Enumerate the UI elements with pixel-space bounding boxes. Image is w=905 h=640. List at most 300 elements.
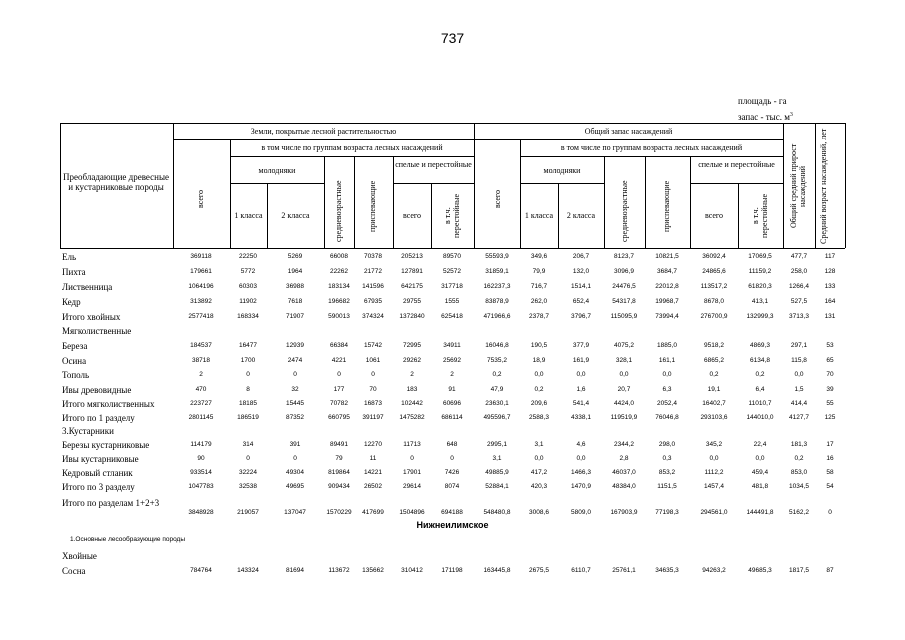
table-cell: 17901 (402, 469, 422, 476)
table-cell: 21772 (363, 268, 383, 275)
table-cell: 16477 (238, 342, 258, 349)
table-cell: 49885,9 (485, 469, 509, 476)
table-cell: 1475282 (399, 414, 425, 421)
table-cell: 132,0 (572, 268, 590, 275)
table-cell: 3848928 (188, 509, 214, 516)
table-cell: 5772 (240, 268, 256, 275)
table-cell: 0,3 (662, 455, 672, 462)
table-cell: 29262 (402, 357, 422, 364)
table-cell: 345,2 (705, 441, 723, 448)
table-cell: 49695 (285, 483, 305, 490)
stock-unit-note: запас - тыс. $м^3$ (738, 112, 793, 122)
table-cell: 48384,0 (612, 483, 636, 490)
table-row (0, 265, 905, 279)
table-cell: 135662 (362, 567, 384, 574)
table-cell: 391197 (362, 414, 384, 421)
table-cell: 66384 (329, 342, 349, 349)
lands-age-groups-header: в том числе по группам возраста лесных насаждений (261, 143, 443, 152)
table-cell: 73994,4 (655, 313, 679, 320)
stock-mature-header: спелые и перестойные (698, 160, 775, 169)
table-cell: 0 (337, 371, 341, 378)
table-cell: 19968,7 (655, 298, 679, 305)
table-cell: 4,6 (576, 441, 586, 448)
table-cell: 183134 (328, 283, 350, 290)
row-label: Сосна (62, 566, 86, 576)
table-cell: 58 (826, 469, 834, 476)
table-cell: 65 (826, 357, 834, 364)
table-cell: 113517,2 (700, 283, 728, 290)
table-cell: 16402,7 (702, 400, 726, 407)
table-cell: 471966,6 (483, 313, 511, 320)
table-cell: 7535,2 (487, 357, 507, 364)
area-unit-note: площадь - га (738, 96, 787, 106)
table-cell: 70782 (329, 400, 349, 407)
table-cell: 819864 (328, 469, 350, 476)
table-cell: 219057 (237, 509, 259, 516)
table-cell: 648 (446, 441, 458, 448)
table-cell: 0 (293, 455, 297, 462)
table-cell: 55593,9 (485, 253, 509, 260)
table-cell: 90 (197, 455, 205, 462)
table-cell: 6,3 (662, 386, 672, 393)
table-cell: 3008,6 (529, 509, 549, 516)
table-cell: 276700,9 (700, 313, 728, 320)
table-cell: 625418 (441, 313, 463, 320)
table-cell: 293103,6 (700, 414, 728, 421)
table-cell: 117 (824, 253, 836, 260)
table-cell: 49685,3 (748, 567, 772, 574)
section-title: Нижнеилимское (416, 520, 489, 530)
page-number: 737 (440, 30, 465, 46)
table-cell: 1061 (365, 357, 381, 364)
table-cell: 168334 (237, 313, 259, 320)
row-label: Итого по 1 разделу (62, 413, 135, 423)
table-cell: 2378,7 (529, 313, 549, 320)
table-cell: 54317,8 (612, 298, 636, 305)
table-cell: 171198 (441, 567, 463, 574)
table-cell: 183 (406, 386, 418, 393)
stock-total-header: всего (493, 189, 502, 208)
table-row (0, 424, 905, 438)
table-cell: 1570229 (326, 509, 352, 516)
table-cell: 11159,2 (748, 268, 772, 275)
table-cell: 0,2 (492, 371, 502, 378)
table-cell: 933514 (190, 469, 212, 476)
table-cell: 131 (824, 313, 836, 320)
table-cell: 196682 (328, 298, 350, 305)
table-cell: 6865,2 (704, 357, 724, 364)
table-cell: 590013 (328, 313, 350, 320)
row-label: Кедр (62, 297, 81, 307)
table-cell: 114179 (190, 441, 212, 448)
table-cell: 46037,0 (612, 469, 636, 476)
table-cell: 0,2 (534, 386, 544, 393)
table-cell: 143324 (237, 567, 259, 574)
table-cell: 459,4 (751, 469, 769, 476)
table-cell: 19,1 (707, 386, 721, 393)
table-cell: 8678,0 (704, 298, 724, 305)
table-cell: 3796,7 (571, 313, 591, 320)
table-row (0, 549, 905, 563)
row-label: Хвойные (62, 551, 97, 561)
table-cell: 26502 (363, 483, 383, 490)
table-cell: 853,0 (790, 469, 808, 476)
table-row (0, 397, 905, 411)
table-cell: 15742 (363, 342, 383, 349)
table-cell: 36988 (285, 283, 305, 290)
table-cell: 186519 (237, 414, 259, 421)
table-cell: 144010,0 (746, 414, 774, 421)
table-cell: 262,0 (530, 298, 548, 305)
table-cell: 0 (246, 371, 250, 378)
table-cell: 29614 (402, 483, 422, 490)
table-cell: 1817,5 (789, 567, 809, 574)
table-cell: 2588,3 (529, 414, 549, 421)
table-cell: 76046,8 (655, 414, 679, 421)
table-cell: 1266,4 (789, 283, 809, 290)
table-cell: 164 (824, 298, 836, 305)
species-column-header: Преобладающие древесные и кустарниковые породы (63, 172, 169, 192)
table-cell: 374324 (362, 313, 384, 320)
table-cell: 79 (335, 455, 343, 462)
table-cell: 0,2 (755, 371, 765, 378)
table-cell: 477,7 (790, 253, 808, 260)
table-cell: 853,2 (658, 469, 676, 476)
row-label: Береза (62, 341, 88, 351)
table-row (0, 452, 905, 466)
table-cell: 417699 (362, 509, 384, 516)
table-cell: 15445 (285, 400, 305, 407)
table-cell: 298,0 (658, 441, 676, 448)
table-cell: 60696 (442, 400, 462, 407)
stock-age-groups-header: в том числе по группам возраста лесных насаждений (560, 143, 743, 152)
table-cell: 205213 (401, 253, 423, 260)
table-cell: 349,6 (530, 253, 548, 260)
table-cell: 16 (826, 455, 834, 462)
table-cell: 167903,9 (610, 509, 638, 516)
table-cell: 22262 (329, 268, 349, 275)
table-cell: 22250 (238, 253, 258, 260)
table-cell: 527,5 (790, 298, 808, 305)
table-cell: 2474 (287, 357, 303, 364)
lands-class1-header: 1 класса (234, 211, 263, 220)
table-cell: 5269 (287, 253, 303, 260)
table-cell: 190,5 (530, 342, 548, 349)
table-cell: 81694 (285, 567, 305, 574)
table-row (0, 324, 905, 338)
table-cell: 414,4 (790, 400, 808, 407)
table-cell: 91 (448, 386, 456, 393)
table-cell: 0 (293, 371, 297, 378)
table-cell: 8 (246, 386, 250, 393)
table-cell: 47,9 (490, 386, 504, 393)
table-cell: 11713 (403, 441, 421, 448)
row-label: Ивы кустарниковые (62, 454, 139, 464)
table-cell: 209,6 (530, 400, 548, 407)
table-cell: 784764 (190, 567, 212, 574)
table-row (0, 280, 905, 294)
table-cell: 420,3 (530, 483, 548, 490)
table-row (0, 368, 905, 382)
table-cell: 7618 (287, 298, 303, 305)
table-row (0, 466, 905, 480)
table-cell: 52572 (442, 268, 462, 275)
table-cell: 294561,0 (700, 509, 728, 516)
table-cell: 481,8 (751, 483, 769, 490)
table-cell: 177 (333, 386, 345, 393)
table-cell: 9518,2 (704, 342, 724, 349)
table-cell: 8074 (444, 483, 460, 490)
table-cell: 3713,3 (789, 313, 809, 320)
table-cell: 11 (369, 455, 377, 462)
row-label: Итого по разделам 1+2+3 (62, 498, 160, 508)
row-label: Итого по 3 разделу (62, 482, 135, 492)
table-cell: 2344,2 (614, 441, 634, 448)
table-cell: 369118 (190, 253, 212, 260)
table-cell: 0 (450, 455, 454, 462)
table-cell: 60303 (238, 283, 258, 290)
table-cell: 10821,5 (655, 253, 679, 260)
lands-group-header: Земли, покрытые лесной растительностью (250, 127, 397, 136)
table-cell: 1,5 (794, 386, 804, 393)
row-label: Кедровый стланик (62, 468, 133, 478)
avg-age-header: Средний возраст насаждений, лет (819, 128, 828, 244)
table-cell: 49304 (285, 469, 305, 476)
table-cell: 1514,1 (571, 283, 591, 290)
table-cell: 161,9 (572, 357, 590, 364)
table-cell: 0,0 (576, 371, 586, 378)
table-cell: 2 (450, 371, 454, 378)
row-label: Осина (62, 356, 87, 366)
table-cell: 0,2 (794, 455, 804, 462)
table-cell: 1,6 (576, 386, 586, 393)
table-cell: 0,0 (534, 371, 544, 378)
table-cell: 2 (410, 371, 414, 378)
table-cell: 470 (195, 386, 207, 393)
table-cell: 4338,1 (571, 414, 591, 421)
table-cell: 4424,0 (614, 400, 634, 407)
stock-class2-header: 2 класса (566, 211, 596, 220)
table-cell: 72995 (402, 342, 422, 349)
table-cell: 16046,8 (485, 342, 509, 349)
table-cell: 29755 (402, 298, 422, 305)
table-cell: 1112,2 (704, 469, 724, 476)
lands-total-header: всего (196, 189, 205, 208)
table-cell: 6,4 (755, 386, 765, 393)
table-cell: 377,9 (572, 342, 590, 349)
table-cell: 4869,3 (750, 342, 770, 349)
table-cell: 2052,4 (657, 400, 677, 407)
table-row (0, 411, 905, 425)
table-cell: 660795 (328, 414, 350, 421)
table-cell: 25761,1 (612, 567, 636, 574)
table-cell: 18,9 (532, 357, 546, 364)
table-row (0, 480, 905, 494)
table-cell: 1964 (287, 268, 303, 275)
table-cell: 184537 (190, 342, 212, 349)
table-cell: 0 (828, 509, 832, 516)
table-cell: 328,1 (615, 357, 633, 364)
stock-maturing-header: приспевающие (662, 180, 671, 232)
table-cell: 17069,5 (748, 253, 772, 260)
table-row (0, 295, 905, 309)
table-cell: 1047783 (188, 483, 214, 490)
table-cell: 32224 (238, 469, 258, 476)
row-label: Лиственница (62, 282, 113, 292)
table-cell: 70 (826, 371, 834, 378)
table-cell: 652,4 (572, 298, 590, 305)
table-cell: 0 (371, 371, 375, 378)
table-cell: 53 (826, 342, 834, 349)
table-cell: 1372840 (399, 313, 425, 320)
table-cell: 128 (824, 268, 836, 275)
table-cell: 1466,3 (571, 469, 591, 476)
table-cell: 133 (824, 283, 836, 290)
table-cell: 11010,7 (748, 400, 772, 407)
table-cell: 310412 (401, 567, 423, 574)
table-cell: 163445,8 (483, 567, 511, 574)
table-cell: 16873 (363, 400, 383, 407)
table-cell: 2,8 (619, 455, 629, 462)
table-cell: 4127,7 (789, 414, 809, 421)
table-cell: 0,0 (534, 455, 544, 462)
row-label: Мягколиственные (62, 326, 132, 336)
table-cell: 3096,9 (614, 268, 634, 275)
table-cell: 102442 (401, 400, 423, 407)
lands-mature-header: спелые и перестойные (395, 160, 472, 169)
table-row (0, 310, 905, 324)
table-cell: 55 (826, 400, 834, 407)
table-cell: 716,7 (530, 283, 548, 290)
table-cell: 417,2 (530, 469, 548, 476)
table-cell: 413,1 (751, 298, 769, 305)
table-row (0, 438, 905, 452)
table-cell: 181,3 (790, 441, 808, 448)
table-cell: 70378 (363, 253, 383, 260)
table-cell: 3,1 (534, 441, 544, 448)
table-cell: 34911 (443, 342, 461, 349)
table-cell: 38718 (191, 357, 211, 364)
table-cell: 4221 (331, 357, 347, 364)
row-label: Пихта (62, 267, 86, 277)
stock-mature-total-header: всего (704, 211, 723, 220)
stock-overmature-header: в т.ч. перестойные (751, 194, 769, 239)
table-cell: 25692 (442, 357, 462, 364)
table-cell: 115095,9 (610, 313, 638, 320)
table-cell: 70 (369, 386, 377, 393)
table-row (0, 354, 905, 368)
table-cell: 2675,5 (529, 567, 549, 574)
stock-young-header: молодняки (543, 166, 581, 175)
table-cell: 909434 (328, 483, 350, 490)
table-cell: 32 (291, 386, 299, 393)
table-cell: 1151,5 (657, 483, 677, 490)
table-row (0, 383, 905, 397)
row-label: 3.Кустарники (62, 426, 114, 436)
table-cell: 0,0 (709, 455, 719, 462)
table-cell: 36092,4 (702, 253, 726, 260)
table-cell: 642175 (401, 283, 423, 290)
stock-group-header: Общий запас насаждений (584, 127, 673, 136)
row-label: Ель (62, 252, 77, 262)
table-cell: 18185 (238, 400, 258, 407)
table-cell: 0 (246, 455, 250, 462)
table-cell: 141596 (362, 283, 384, 290)
table-cell: 137047 (284, 509, 306, 516)
table-cell: 66008 (329, 253, 349, 260)
table-cell: 89491 (329, 441, 349, 448)
table-cell: 223727 (190, 400, 212, 407)
row-label: Итого хвойных (62, 312, 121, 322)
table-cell: 144491,8 (746, 509, 774, 516)
table-cell: 0,2 (709, 371, 719, 378)
lands-overmature-header: в т.ч. перестойные (443, 194, 461, 239)
table-cell: 6134,8 (750, 357, 770, 364)
table-cell: 7426 (444, 469, 460, 476)
table-cell: 54 (826, 483, 834, 490)
stock-middle-aged-header: средневозрастные (620, 180, 629, 242)
table-cell: 161,1 (658, 357, 676, 364)
table-cell: 119519,9 (610, 414, 638, 421)
avg-growth-header: Общий средний прирост насаждений (789, 143, 807, 229)
table-cell: 313892 (190, 298, 212, 305)
table-cell: 258,0 (790, 268, 808, 275)
table-cell: 23630,1 (485, 400, 509, 407)
table-cell: 0,0 (576, 455, 586, 462)
table-cell: 162237,3 (483, 283, 511, 290)
table-cell: 17 (826, 441, 834, 448)
table-cell: 1504896 (399, 509, 425, 516)
table-cell: 1034,5 (789, 483, 809, 490)
table-row (0, 339, 905, 353)
table-cell: 495596,7 (483, 414, 511, 421)
table-cell: 67935 (363, 298, 383, 305)
lands-young-header: молодняки (258, 166, 296, 175)
table-cell: 0,0 (662, 371, 672, 378)
table-cell: 20,7 (617, 386, 631, 393)
table-cell: 1064196 (188, 283, 214, 290)
row-label: Березы кустарниковые (62, 440, 150, 450)
table-cell: 71907 (285, 313, 305, 320)
table-cell: 8123,7 (614, 253, 634, 260)
table-cell: 31859,1 (485, 268, 509, 275)
table-cell: 548480,8 (483, 509, 511, 516)
table-cell: 391 (289, 441, 301, 448)
table-cell: 5162,2 (789, 509, 809, 516)
table-cell: 39 (826, 386, 834, 393)
lands-middle-aged-header: средневозрастные (334, 180, 343, 242)
table-cell: 32538 (238, 483, 258, 490)
table-cell: 22,4 (753, 441, 767, 448)
subsection-title: 1.Основные лесообразующие породы (70, 536, 186, 543)
table-cell: 83878,9 (485, 298, 509, 305)
table-cell: 2577418 (188, 313, 214, 320)
table-row (0, 564, 905, 578)
table-cell: 0,0 (755, 455, 765, 462)
table-cell: 94263,2 (702, 567, 726, 574)
stock-class1-header: 1 класса (524, 211, 554, 220)
table-cell: 0,0 (794, 371, 804, 378)
table-cell: 1457,4 (704, 483, 724, 490)
table-cell: 6110,7 (571, 567, 591, 574)
lands-mature-total-header: всего (402, 211, 421, 220)
table-cell: 686114 (441, 414, 463, 421)
table-cell: 4075,2 (614, 342, 634, 349)
table-cell: 0,0 (619, 371, 629, 378)
table-cell: 12939 (285, 342, 305, 349)
table-cell: 297,1 (790, 342, 808, 349)
table-cell: 61820,3 (748, 283, 772, 290)
